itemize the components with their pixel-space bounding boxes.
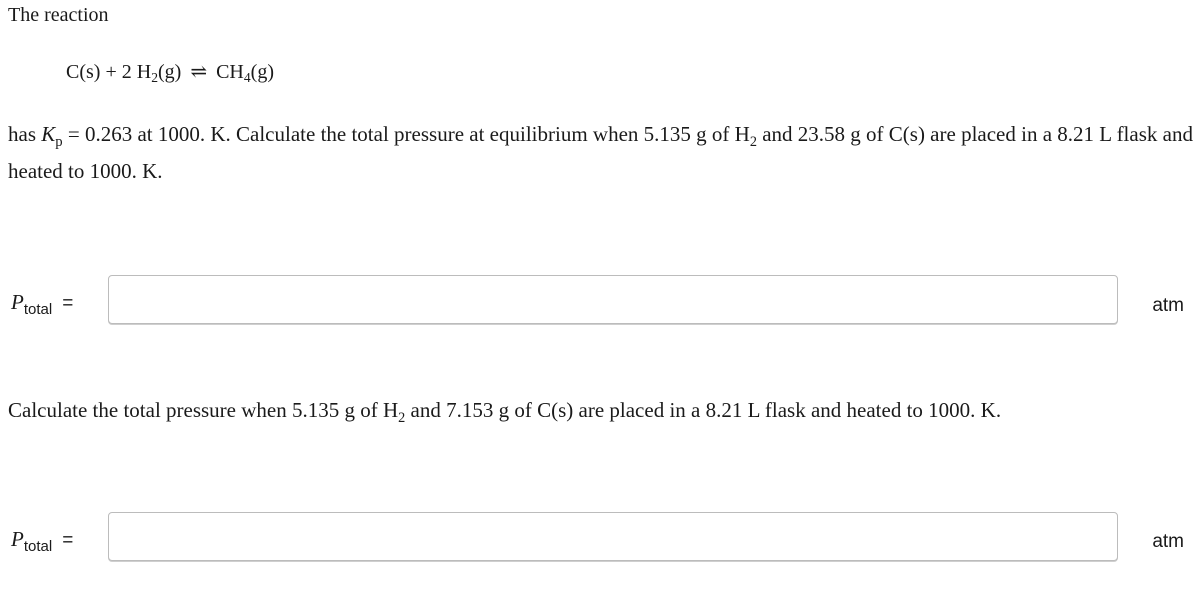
equation-h-subscript: 2 (151, 70, 158, 86)
question2-part2: and 7.153 g of C(s) are placed in a 8.21 L flask and heated to 1000. K. (405, 398, 1002, 422)
equals-sign: = (62, 530, 74, 551)
problem-text-part2: and 23.58 g of C(s) are placed in a 8.21 L flask and heated to 1000. K. (8, 122, 1193, 183)
problem-has: has (8, 122, 36, 146)
ptotal-label-2 (11, 527, 74, 555)
kp-subscript: p (55, 134, 63, 151)
question2-h-subscript: 2 (398, 409, 406, 426)
ptotal-label-1 (11, 290, 74, 318)
problem-text-part1: = 0.263 at 1000. K. Calculate the total pressure at equilibrium when 5.135 g of H (62, 122, 750, 146)
unit-label-2: atm (1152, 531, 1184, 552)
equation-product-phase: (g) (250, 61, 274, 83)
unit-label-1: atm (1152, 295, 1184, 316)
reaction-equation (66, 59, 274, 84)
ptotal-answer-input-2[interactable] (108, 512, 1118, 561)
equation-ch-subscript: 4 (243, 70, 251, 86)
equation-reactant-carbon: C(s) + 2 (66, 61, 132, 83)
question-2-text (8, 398, 1002, 426)
equation-h-phase: (g) (157, 61, 182, 83)
ptotal-symbol: P (11, 290, 24, 314)
question2-part1: Calculate the total pressure when 5.135 g of H (8, 398, 399, 422)
kp-symbol: K (41, 122, 56, 146)
intro-text: The reaction (8, 4, 109, 26)
equilibrium-arrow-icon: ⇌ (190, 61, 208, 83)
problem-h-subscript: 2 (749, 133, 757, 150)
ptotal-symbol: P (11, 527, 24, 551)
equals-sign: = (62, 293, 74, 314)
ptotal-subscript: total (23, 301, 53, 318)
equation-reactant-h: H (136, 61, 152, 83)
ptotal-answer-input-1[interactable] (108, 275, 1118, 324)
problem-statement (8, 117, 1193, 188)
equation-product-ch: CH (216, 61, 244, 83)
ptotal-subscript: total (23, 538, 53, 555)
